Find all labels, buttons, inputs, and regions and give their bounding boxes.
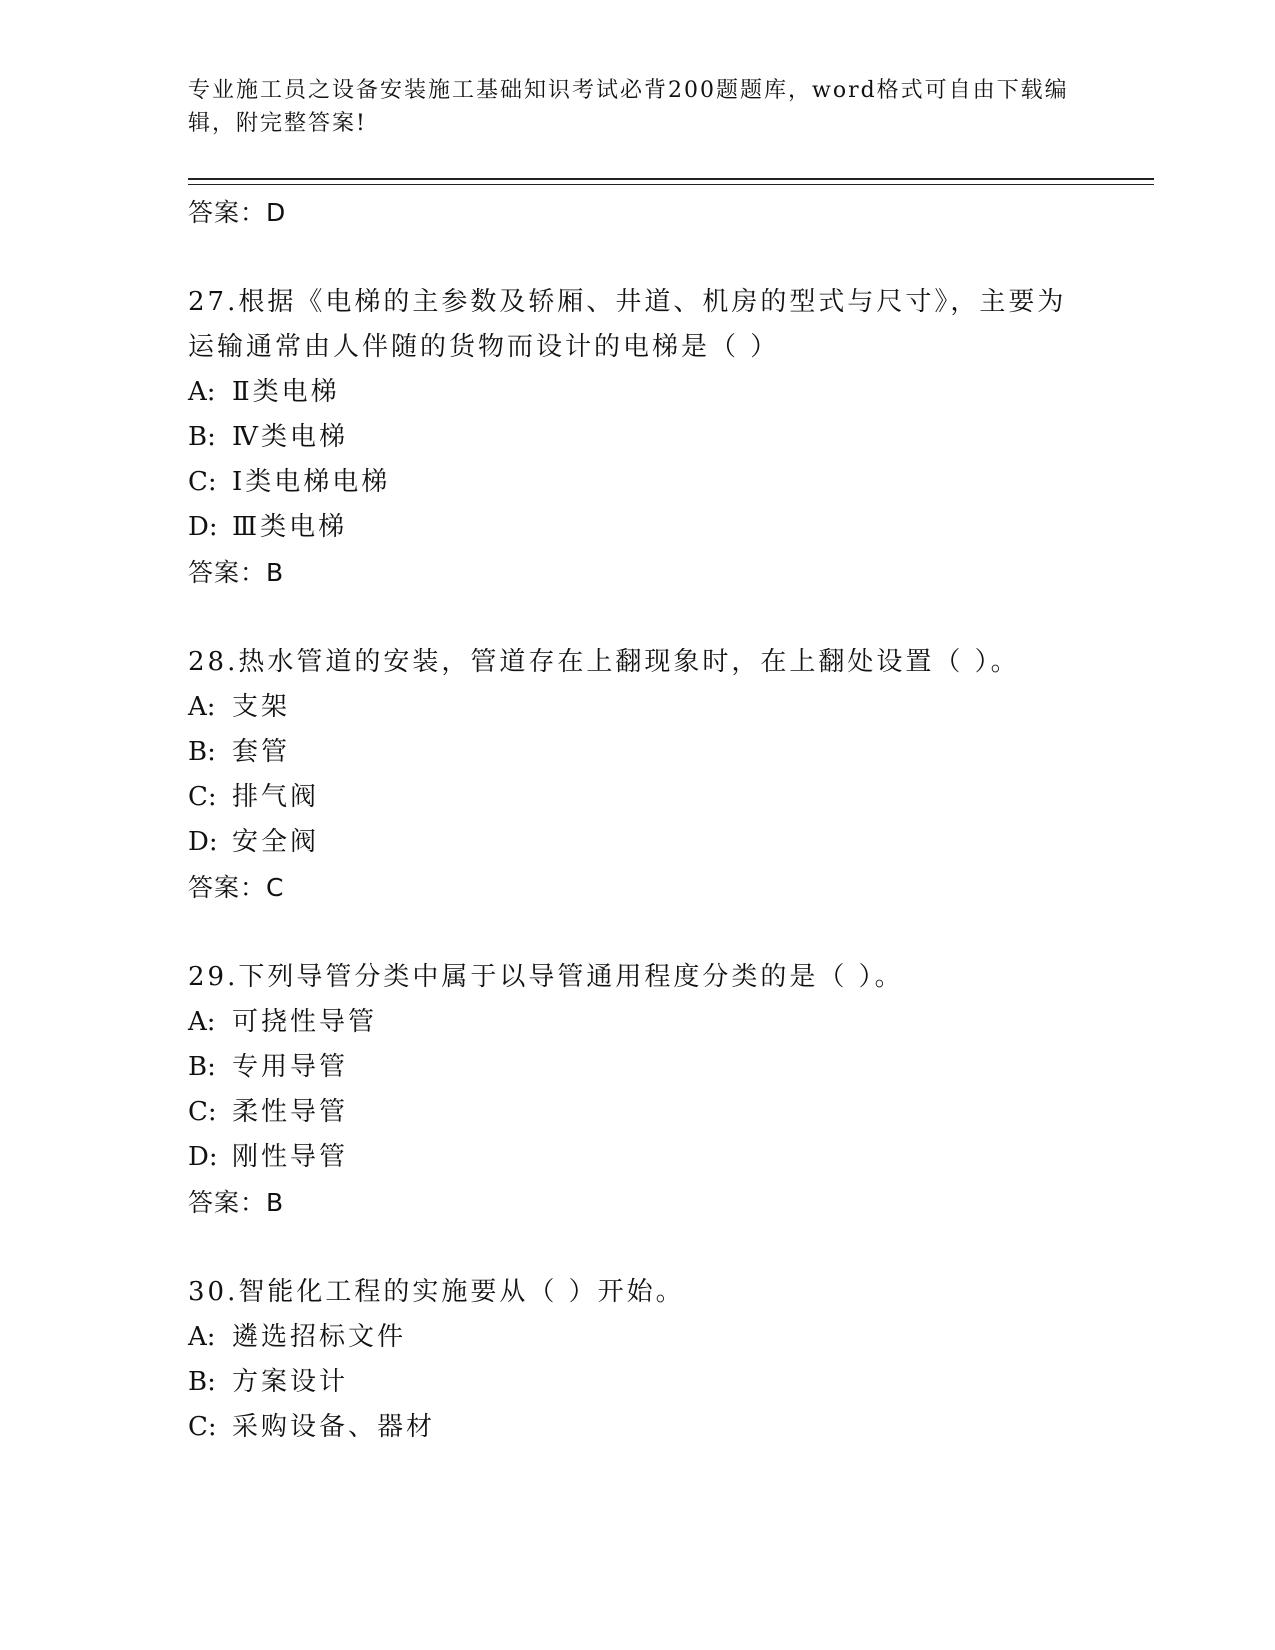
question-30 [188,1270,1088,1450]
option-d [188,820,1088,865]
option-d [188,505,1088,550]
option-letter: A: [188,377,216,407]
option-letter: A: [188,692,216,722]
option-text: 方案设计 [232,1367,349,1397]
answer-line: 答案：B [188,558,285,587]
option-text: 刚性导管 [232,1142,349,1172]
option-letter: A: [188,1322,216,1352]
option-text: 支架 [232,692,291,722]
option-text: 排气阀 [232,782,320,812]
option-b [188,730,1088,775]
option-c [188,460,1088,505]
page-header [188,74,1088,140]
option-letter: B: [188,737,216,767]
answer-line: 答案：C [188,873,285,902]
spacer [188,595,1088,640]
header-text: 专业施工员之设备安装施工基础知识考试必背200题题库，word格式可自由下载编辑，附完整答案! [188,78,1069,136]
option-a [188,1315,1088,1360]
question-27 [188,280,1088,595]
question-29 [188,955,1088,1225]
option-b [188,415,1088,460]
option-a [188,1000,1088,1045]
option-text: 遴选招标文件 [232,1322,407,1352]
option-text: 采购设备、器材 [232,1412,436,1442]
question-28 [188,640,1088,910]
option-text: 可挠性导管 [232,1007,378,1037]
option-b [188,1045,1088,1090]
answer-line: 答案：B [188,1188,285,1217]
option-d [188,1135,1088,1180]
option-a [188,370,1088,415]
header-divider-thin [188,184,1154,185]
question-text: 29.下列导管分类中属于以导管通用程度分类的是（ ）。 [188,962,904,992]
option-a [188,685,1088,730]
option-text: 安全阀 [232,827,320,857]
question-text: 30.智能化工程的实施要从（ ）开始。 [188,1277,685,1307]
option-c [188,1090,1088,1135]
question-text: 28.热水管道的安装，管道存在上翻现象时，在上翻处设置（ ）。 [188,647,1020,677]
option-letter: B: [188,422,216,452]
option-letter: C: [188,1412,217,1442]
spacer [188,910,1088,955]
option-letter: C: [188,782,217,812]
option-c [188,1405,1088,1450]
option-letter: B: [188,1052,216,1082]
option-letter: D: [188,512,218,542]
header-divider [188,178,1154,180]
option-letter: B: [188,1367,216,1397]
option-text: Ⅳ类电梯 [232,422,348,452]
option-letter: C: [188,1097,217,1127]
option-letter: D: [188,1142,218,1172]
option-letter: C: [188,467,217,497]
spacer [188,235,1088,280]
option-text: Ⅱ类电梯 [232,377,340,407]
option-text: Ⅲ类电梯 [232,512,348,542]
option-text: 专用导管 [232,1052,349,1082]
option-b [188,1360,1088,1405]
option-c [188,775,1088,820]
spacer [188,1225,1088,1270]
previous-answer: 答案：D [188,198,287,227]
question-text: 27.根据《电梯的主参数及轿厢、井道、机房的型式与尺寸》，主要为运输通常由人伴随的货物而设计的电梯是（ ） [188,287,1067,362]
option-text: 柔性导管 [232,1097,349,1127]
option-text: 套管 [232,737,291,767]
option-text: Ⅰ类电梯电梯 [232,467,391,497]
question-list [188,190,1088,1450]
option-letter: A: [188,1007,216,1037]
option-letter: D: [188,827,218,857]
